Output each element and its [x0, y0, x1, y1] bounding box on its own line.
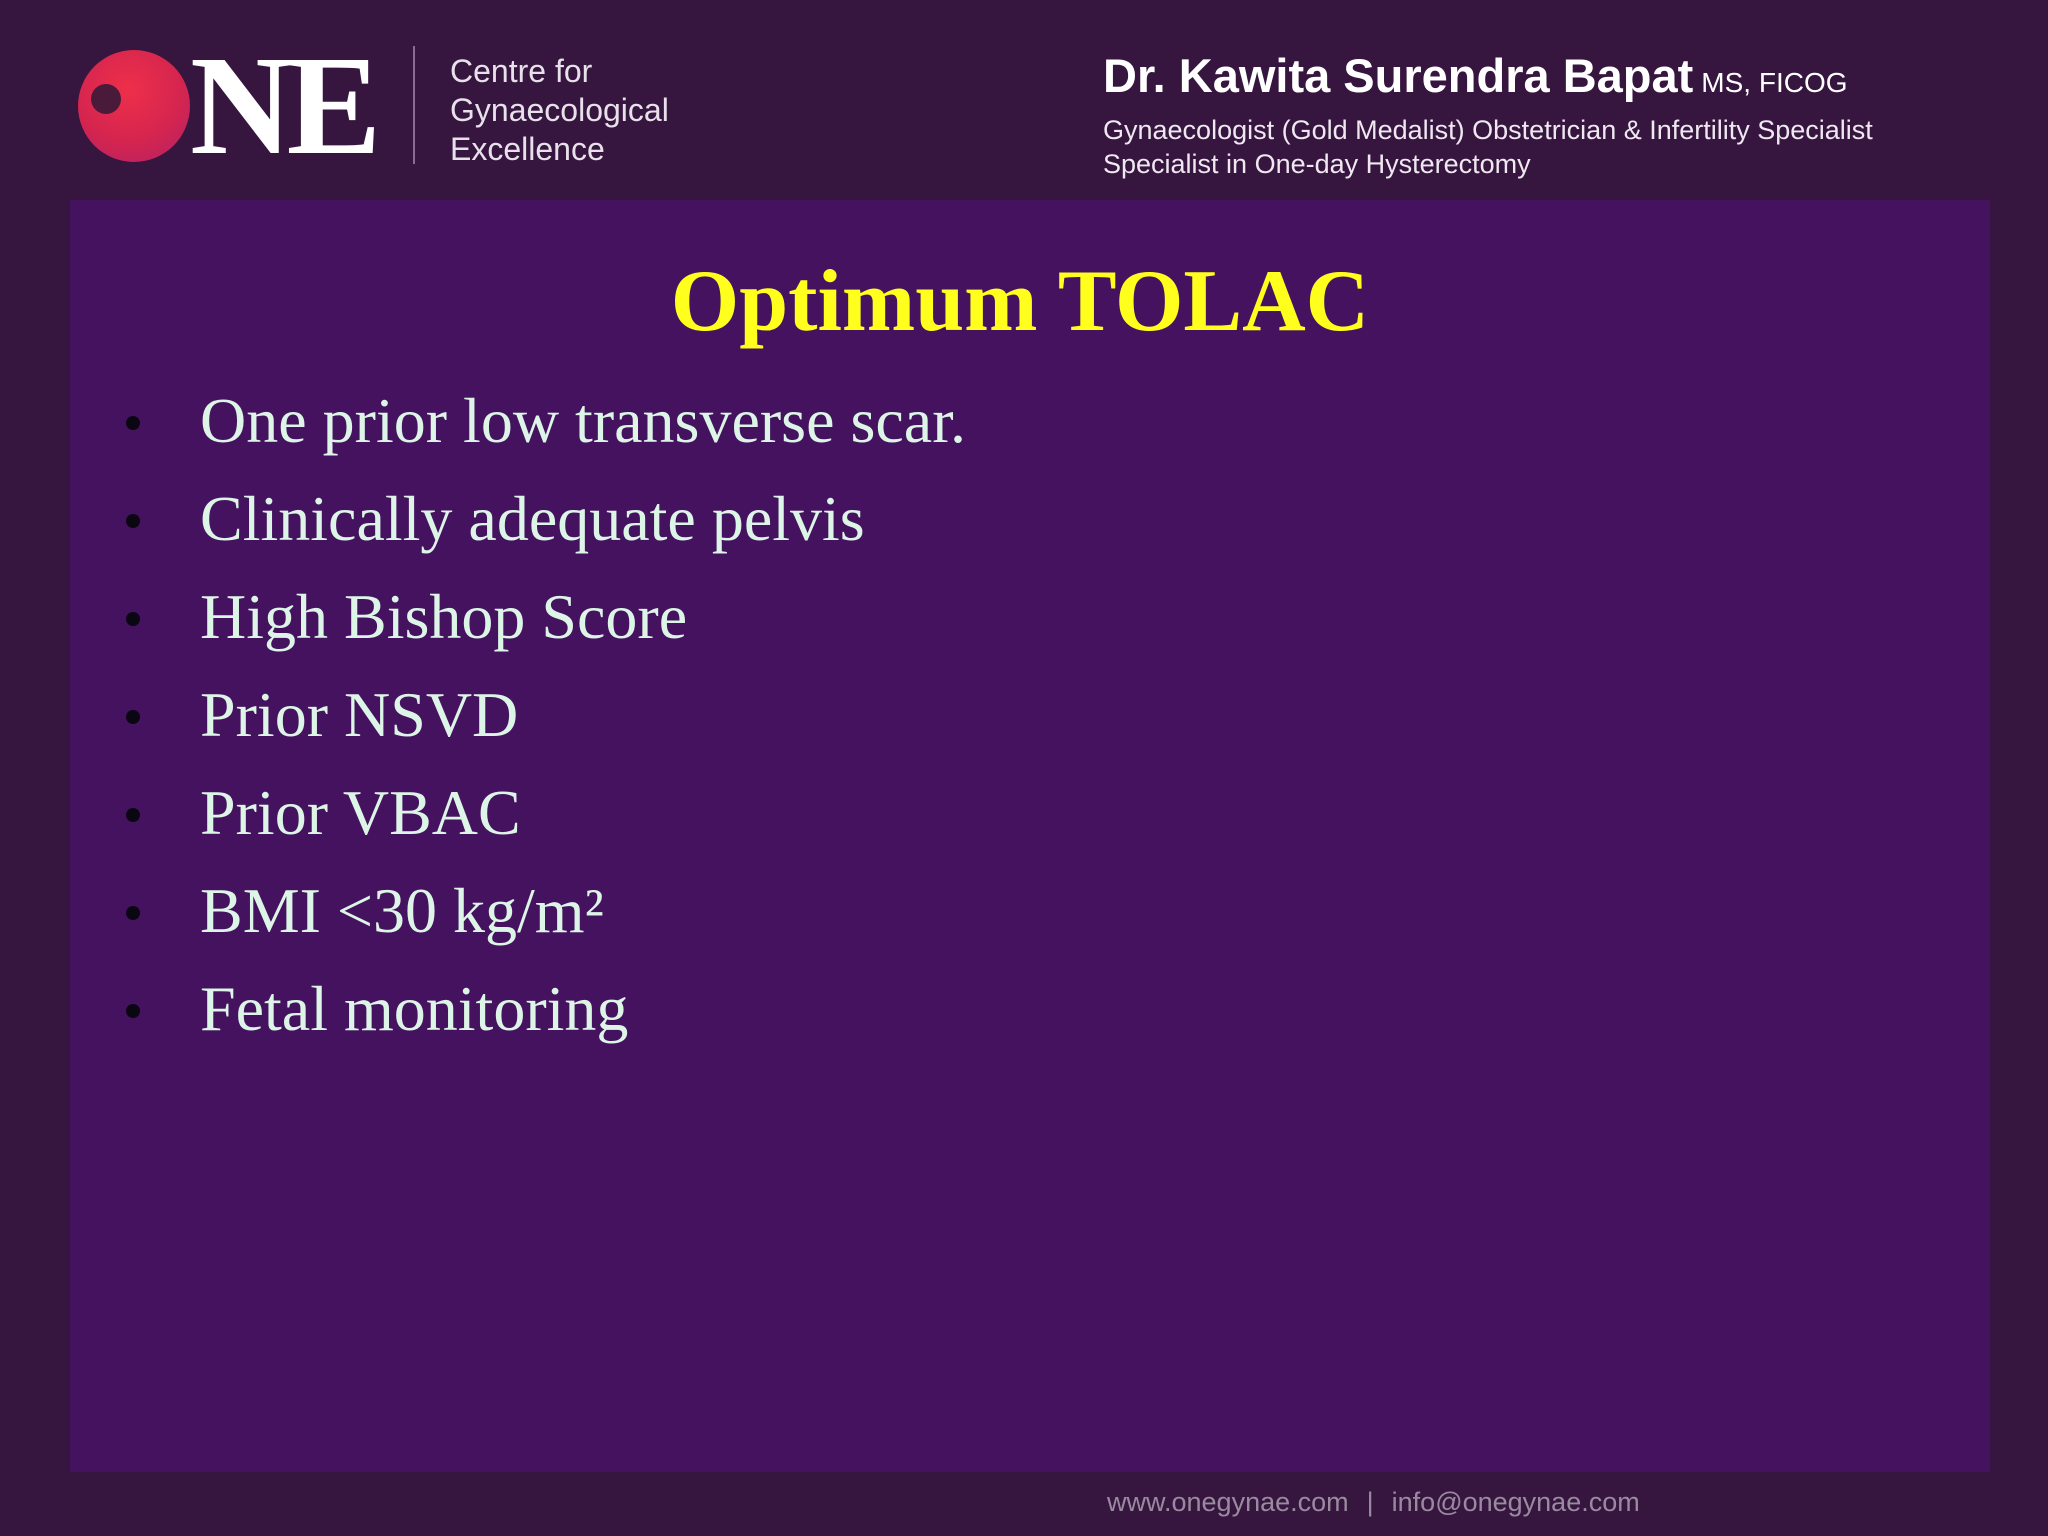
footer-separator: |	[1366, 1487, 1374, 1517]
bullet-dot-icon	[126, 1004, 140, 1018]
bullet-text: Prior VBAC	[200, 777, 521, 848]
slide-title: Optimum TOLAC	[670, 253, 1370, 350]
website-link[interactable]: www.onegynae.com	[1107, 1487, 1349, 1517]
one-logo	[78, 26, 398, 184]
bullet-dot-icon	[126, 416, 140, 430]
doctor-info	[1103, 46, 1873, 181]
logo-letters: NE	[190, 26, 376, 184]
footer-contact	[1107, 1482, 1640, 1522]
centre-name-line-3: Excellence	[450, 131, 605, 167]
bullet-dot-icon	[126, 906, 140, 920]
bullet-dot-icon	[126, 710, 140, 724]
doctor-name: Dr. Kawita Surendra Bapat	[1103, 49, 1694, 102]
slide-panel	[70, 200, 1990, 1472]
doctor-name-row	[1103, 46, 1873, 113]
bullet-text: High Bishop Score	[200, 581, 688, 652]
centre-name	[450, 52, 669, 169]
logo-divider	[413, 46, 415, 164]
bullet-dot-icon	[126, 514, 140, 528]
bullet-text: Clinically adequate pelvis	[200, 483, 865, 554]
logo-dot-icon	[91, 84, 121, 114]
bullet-dot-icon	[126, 612, 140, 626]
centre-name-line-2: Gynaecological	[450, 92, 669, 128]
bullet-text: Fetal monitoring	[200, 973, 629, 1044]
bullet-text: BMI <30 kg/m²	[200, 875, 604, 946]
doctor-specialty: Gynaecologist (Gold Medalist) Obstetrician & Infertility Specialist	[1103, 115, 1873, 145]
email-link[interactable]: info@onegynae.com	[1391, 1487, 1640, 1517]
bullet-dot-icon	[126, 808, 140, 822]
doctor-qualifications: MS, FICOG	[1701, 67, 1848, 98]
bullet-text: Prior NSVD	[200, 679, 519, 750]
logo-circle-icon	[78, 50, 190, 162]
centre-name-line-1: Centre for	[450, 53, 593, 89]
doctor-subspecialty: Specialist in One-day Hysterectomy	[1103, 149, 1531, 179]
bullet-text: One prior low transverse scar.	[200, 385, 966, 456]
